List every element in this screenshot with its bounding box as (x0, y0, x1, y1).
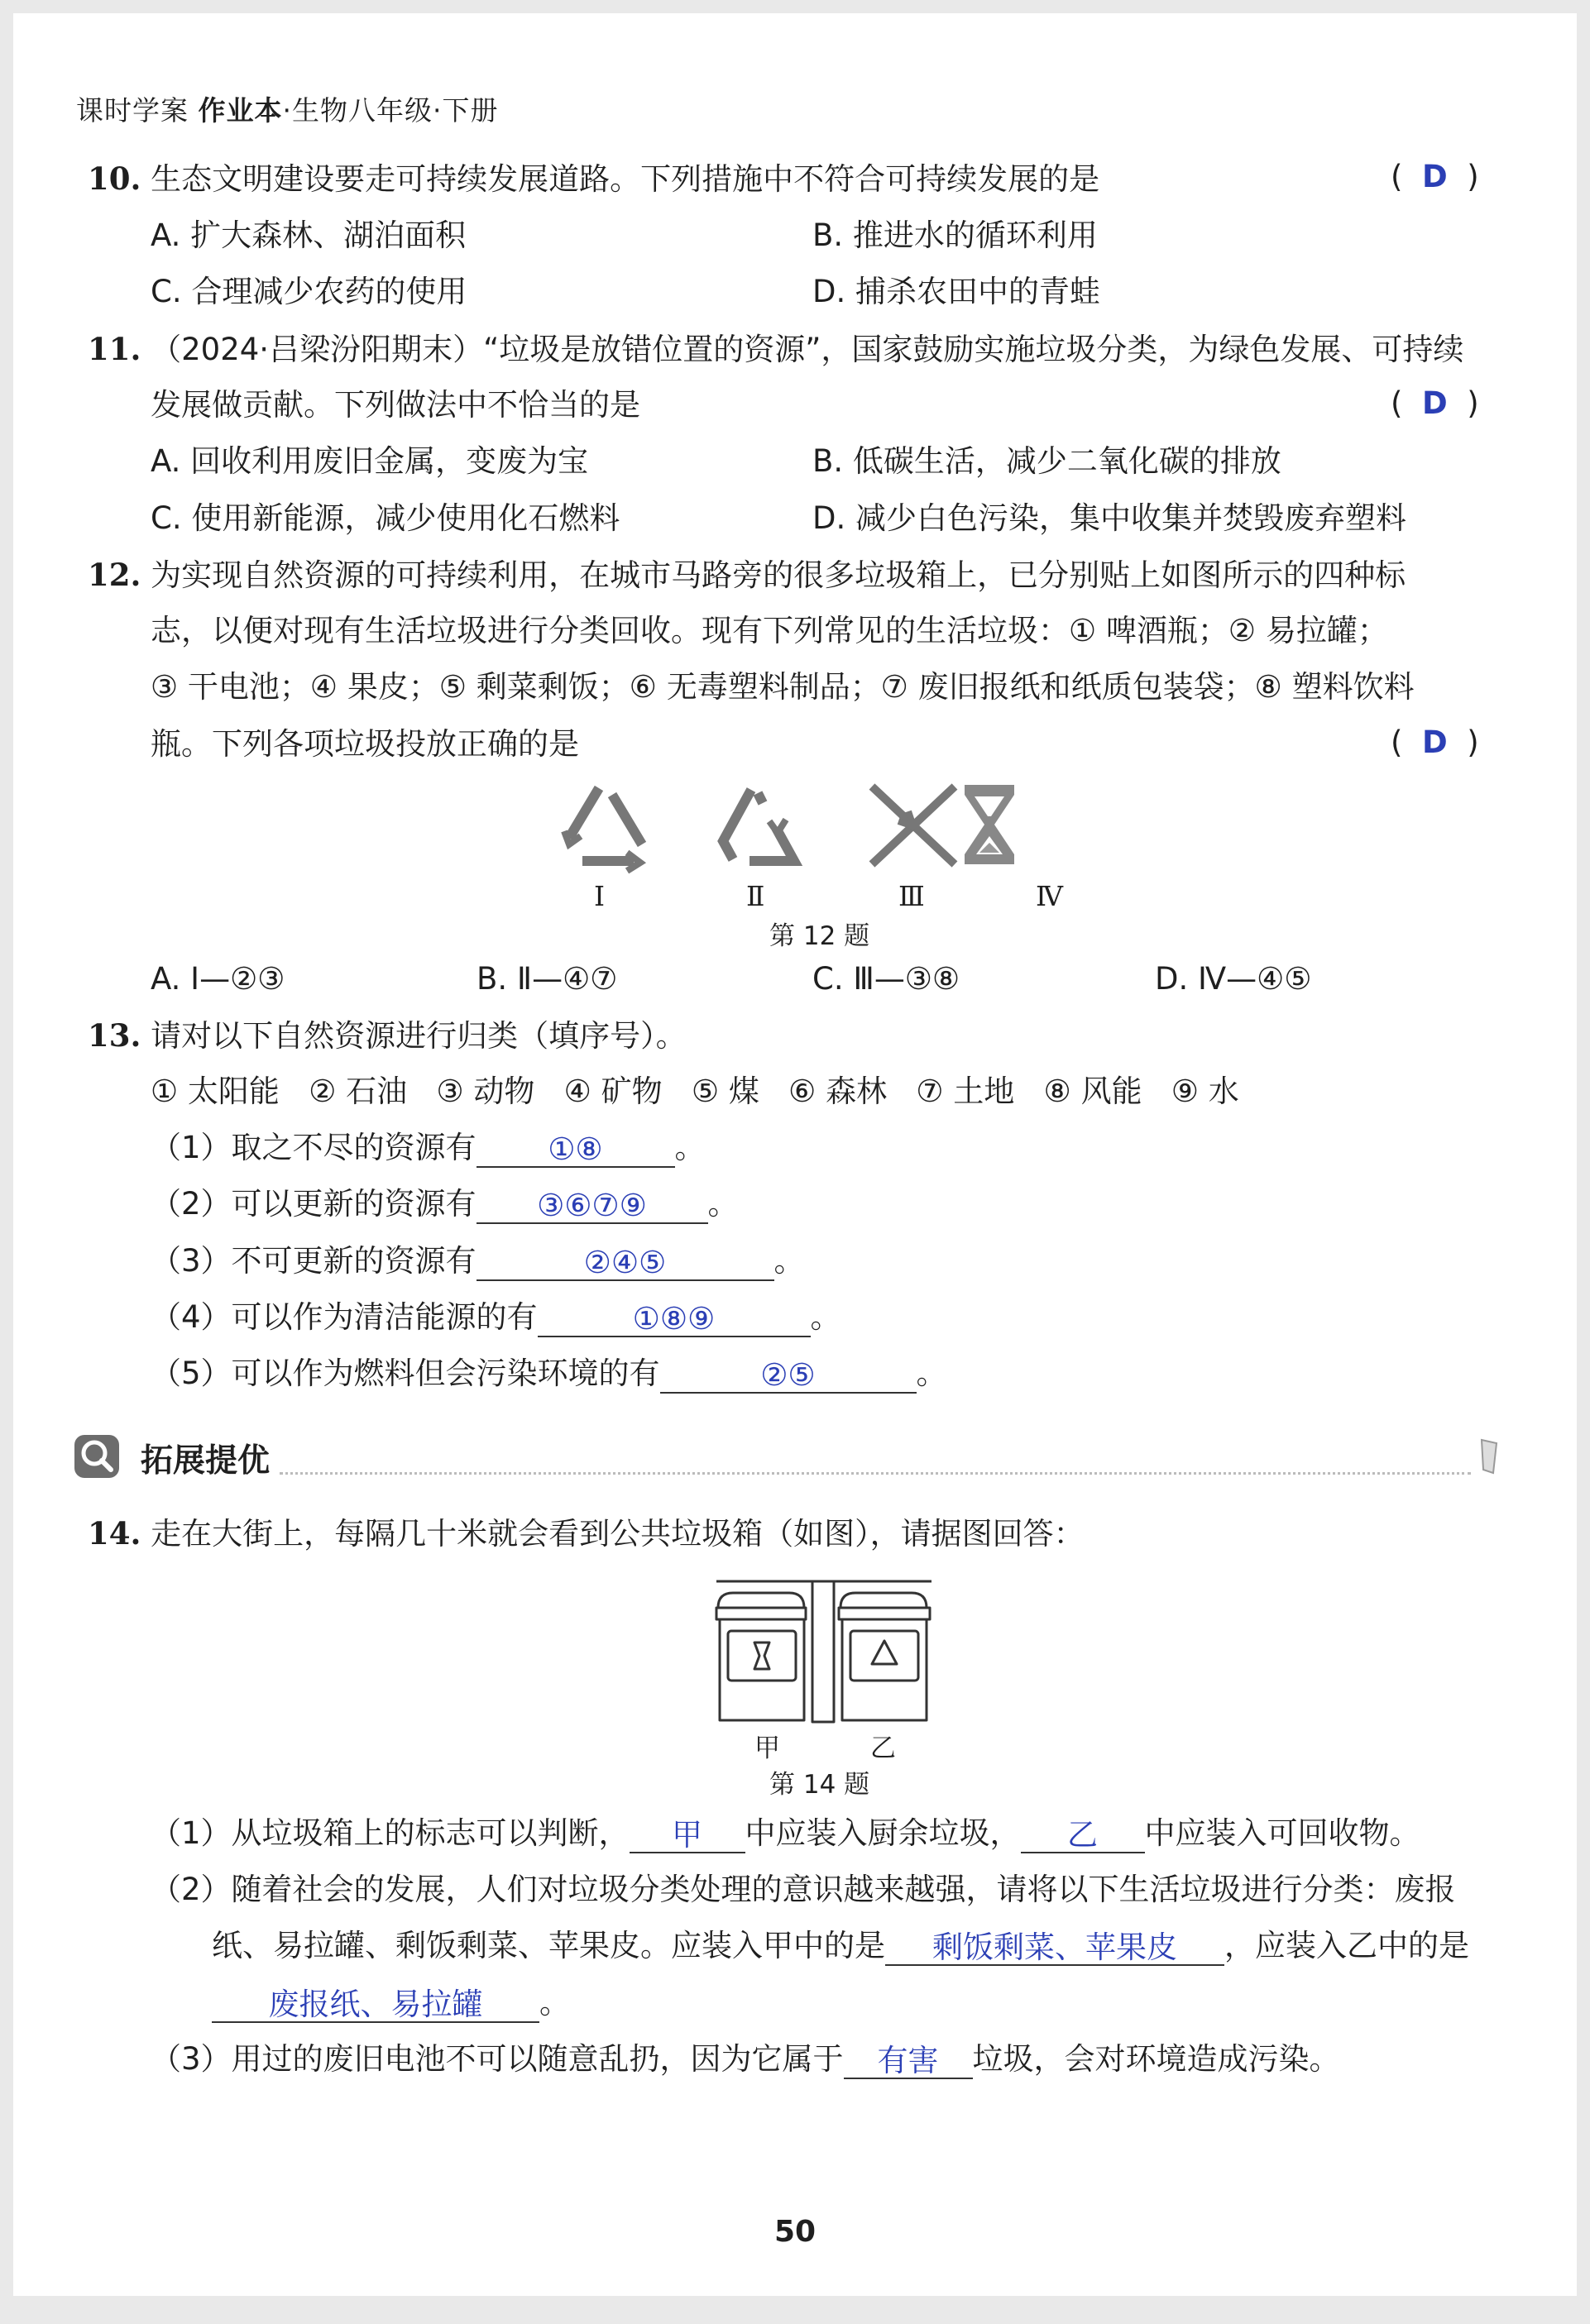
question-text: （2024·吕梁汾阳期末）“垃圾是放错位置的资源”，国家鼓励实施垃圾分类，为绿色发展、可持续 (151, 332, 1464, 367)
q13-stem (88, 1016, 687, 1056)
resource-item: ⑤ 煤 (691, 1074, 759, 1109)
bin-label-yi: 乙 (870, 1733, 896, 1763)
answer-blank (477, 1243, 774, 1281)
option-d: D. 捕杀农田中的青蛙 (812, 274, 1101, 309)
period: 。 (674, 1130, 706, 1165)
symbol-label-3: Ⅲ (898, 880, 925, 912)
sub-label: （1）取之不尽的资源有 (151, 1130, 477, 1165)
question-text-line2: 志，以便对现有生活垃圾进行分类回收。现有下列常见的生活垃圾：① 啤酒瓶；② 易拉罐； (151, 613, 1388, 648)
q12-answer-paren: ( D ) (1391, 724, 1479, 760)
answer-blank (477, 1186, 708, 1224)
resource-item: ⑨ 水 (1171, 1074, 1239, 1109)
resource-item: ⑧ 风能 (1043, 1074, 1142, 1109)
option-a: A. 扩大森林、湖泊面积 (151, 218, 467, 253)
resource-item: ⑦ 土地 (916, 1074, 1015, 1109)
q13-sub2 (151, 1184, 739, 1224)
sub-text: 中应装入厨余垃圾， (745, 1815, 1021, 1851)
answer-text: ③⑥⑦⑨ (537, 1188, 647, 1223)
answer-text: 废报纸、易拉罐 (268, 1987, 483, 2022)
resource-item: ④ 矿物 (563, 1074, 663, 1109)
answer-text: ②④⑤ (583, 1245, 667, 1280)
option-a: A. Ⅰ—②③ (151, 961, 285, 997)
sub-text: 纸、易拉罐、剩饭剩菜、苹果皮。应装入甲中的是 (212, 1928, 885, 1963)
question-text: 走在大街上，每隔几十米就会看到公共垃圾箱（如图），请据图回答： (151, 1516, 1085, 1552)
figure-caption: 第 14 题 (769, 1770, 870, 1800)
question-number: 11. (88, 331, 141, 367)
question-number: 14. (88, 1515, 141, 1552)
answer-blank (844, 2041, 973, 2079)
bin-jia (716, 1593, 806, 1720)
q13-sub1 (151, 1128, 706, 1168)
option-c: C. 合理减少农药的使用 (151, 274, 467, 309)
option-b: B. 低碳生活，减少二氧化碳的排放 (812, 443, 1281, 479)
question-text: 为实现自然资源的可持续利用，在城市马路旁的很多垃圾箱上，已分别贴上如图所示的四种标 (151, 557, 1406, 593)
answer-text: ①⑧⑨ (632, 1301, 716, 1337)
period: 。 (773, 1243, 805, 1279)
answer-blank (885, 1928, 1224, 1966)
question-text: 生态文明建设要走可持续发展道路。下列措施中不符合可持续发展的是 (151, 161, 1100, 197)
q14-sub3 (151, 2039, 1340, 2079)
q12-stem (88, 555, 1406, 595)
question-number: 10. (88, 160, 141, 197)
q14-stem (88, 1513, 1085, 1554)
answer-blank (1021, 1815, 1145, 1853)
q14-sub2-line1: （2）随着社会的发展，人们对垃圾分类处理的意识越来越强，请将以下生活垃圾进行分类：废报 (151, 1872, 1456, 1907)
running-header (76, 89, 498, 128)
recycle-symbols-figure (551, 778, 1014, 877)
answer-mark: D (1421, 159, 1448, 194)
q11-stem (88, 329, 1463, 370)
symbol-1-recycle-icon (564, 788, 642, 871)
question-text-line3: ③ 干电池；④ 果皮；⑤ 剩菜剩饭；⑥ 无毒塑料制品；⑦ 废旧报纸和纸质包装袋；⑧ 塑料饮料 (151, 669, 1415, 705)
q11-answer-paren: ( D ) (1391, 385, 1479, 421)
option-c: C. 使用新能源，减少使用化石燃料 (151, 500, 620, 536)
q10-answer-paren: ( D ) (1391, 159, 1479, 194)
question-text-line2: 发展做贡献。下列做法中不恰当的是 (151, 387, 640, 423)
resource-item: ⑥ 森林 (788, 1074, 888, 1109)
sub-label: （5）可以作为燃料但会污染环境的有 (151, 1356, 660, 1391)
sub-text: ，应装入乙中的是 (1224, 1928, 1469, 1963)
answer-text: 甲 (672, 1817, 703, 1853)
q13-sub3 (151, 1241, 805, 1281)
question-text: 请对以下自然资源进行归类（填序号）。 (151, 1018, 687, 1054)
period: 。 (539, 1985, 570, 2020)
resource-item: ① 太阳能 (151, 1074, 280, 1109)
answer-blank (477, 1130, 675, 1168)
sub-text: 中应装入可回收物。 (1144, 1815, 1420, 1851)
period: 。 (916, 1356, 947, 1391)
book-name: 作业本 (198, 94, 283, 127)
answer-blank (212, 1985, 539, 2023)
option-b: B. 推进水的循环利用 (812, 218, 1098, 253)
answer-blank (538, 1299, 811, 1337)
answer-text: 剩饭剩菜、苹果皮 (932, 1929, 1177, 1965)
symbol-label-2: Ⅱ (746, 880, 765, 912)
answer-text: ①⑧ (548, 1131, 603, 1167)
symbol-4-hourglass-icon (965, 785, 1014, 864)
sub-text: （1）从垃圾箱上的标志可以判断， (151, 1815, 630, 1851)
sub-label: （2）可以更新的资源有 (151, 1186, 477, 1222)
question-text-line4: 瓶。下列各项垃圾投放正确的是 (151, 726, 579, 762)
question-number: 13. (88, 1017, 141, 1054)
figure-caption: 第 12 题 (769, 921, 870, 951)
section-divider (280, 1472, 1471, 1475)
symbol-2-recycle-icon (723, 790, 794, 861)
magnifier-icon (73, 1433, 121, 1480)
option-b: B. Ⅱ—④⑦ (477, 961, 618, 997)
page-number: 50 (774, 2215, 817, 2249)
resource-item: ② 石油 (309, 1074, 408, 1109)
period: 。 (810, 1299, 841, 1335)
option-d: D. 减少白色污染，集中收集并焚毁废弃塑料 (812, 500, 1407, 536)
q10-stem (88, 159, 1099, 199)
option-c: C. Ⅲ—③⑧ (812, 961, 960, 997)
question-number: 12. (88, 557, 141, 593)
section-header (73, 1433, 1504, 1480)
q13-sub4 (151, 1298, 841, 1337)
sub-label: （3）不可更新的资源有 (151, 1243, 477, 1279)
option-a: A. 回收利用废旧金属，变废为宝 (151, 443, 589, 479)
q13-sub5 (151, 1354, 947, 1394)
answer-text: 有害 (877, 2043, 939, 2078)
option-d: D. Ⅳ—④⑤ (1155, 961, 1312, 997)
answer-text: 乙 (1067, 1817, 1099, 1853)
q14-sub2-line2 (212, 1926, 1469, 1966)
sub-text: （3）用过的废旧电池不可以随意乱扔，因为它属于 (151, 2041, 844, 2077)
series-name: 课时学案 (76, 94, 189, 127)
sub-label: （4）可以作为清洁能源的有 (151, 1299, 538, 1335)
trash-bins-figure (708, 1575, 940, 1732)
answer-text: ②⑤ (760, 1357, 816, 1393)
section-title: 拓展提优 (141, 1442, 271, 1480)
subject-name: ·生物八年级·下册 (282, 94, 499, 127)
answer-blank (630, 1815, 745, 1853)
resource-list (151, 1072, 1239, 1112)
bin-yi (839, 1593, 930, 1720)
symbol-3-cross-arrows-icon (872, 787, 955, 864)
q14-sub1 (151, 1814, 1420, 1853)
pen-icon (1475, 1437, 1503, 1476)
worksheet-page (13, 13, 1577, 2296)
answer-mark: D (1421, 385, 1448, 421)
sub-text: 垃圾，会对环境造成污染。 (972, 2041, 1340, 2077)
resource-item: ③ 动物 (436, 1074, 535, 1109)
period: 。 (707, 1186, 739, 1222)
symbol-label-4: Ⅳ (1036, 880, 1063, 912)
answer-mark: D (1421, 724, 1448, 760)
answer-blank (660, 1356, 917, 1394)
symbol-label-1: Ⅰ (594, 880, 606, 912)
q14-sub2-line3 (212, 1983, 570, 2023)
bin-label-jia: 甲 (754, 1733, 780, 1763)
